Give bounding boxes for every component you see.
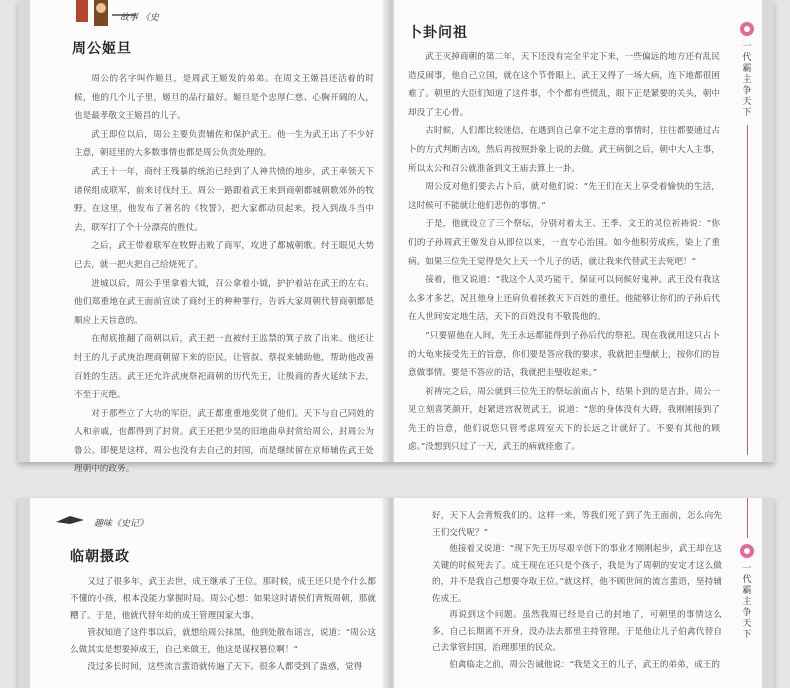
- paragraph: 古时候，人们都比较迷信，在遇到自己拿不定主意的事情时，往往都要通过占卜的方式判断吉凶，然后再按照卦象上说的去做。武王病倒之后，朝中大人主事，所以太公和召公就准备到文王庙去算上一卦。: [408, 126, 720, 174]
- paragraph: 武王即位以后，周公主要负责辅佐和保护武王。他一生为武王出了不少好主意，朝廷里的大多数事情也都是周公负责处理的。: [74, 129, 374, 159]
- chapter-body: [74, 70, 374, 479]
- side-divider: [747, 125, 748, 455]
- chapter-title: 周公姬旦: [72, 41, 132, 57]
- paragraph: 进城以后，周公手里拿着大钺，召公拿着小钺，护护着站在武王的左右。他们郑重地在武王面前宣读了商纣王的种种罪行，告诉大家周朝代替商朝都是顺应上天旨意的。: [74, 278, 374, 326]
- paragraph: 再说到这个问题。虽然我周已经是自己的封地了，可朝里的事情这么多，自己长期离不开身，没办法去那里主持管理。于是他让儿子伯禽代替自己去掌管封国，治理那里的民众。: [432, 610, 722, 653]
- paragraph: 又过了很多年，武王去世，成王继承了王位。那时候，成王还只是个什么都不懂的小孩，根本没能力掌握时局。周公心想：如果这时诸侯们背叛周朝，那就糟了。于是，他就代替年幼的成王管理国家大事。: [70, 577, 376, 621]
- chapter-title: 卜卦问祖: [408, 25, 468, 41]
- bottom-right-page: [394, 498, 762, 688]
- page-header: 故事 《史: [120, 13, 159, 23]
- paragraph: 祈祷完之后，周公就到三位先王的祭坛前面占卜，结果卜到的是吉卦。周公一见立刻喜笑颜开，赶紧进宫祝贺武王，说道：“您的身体没有大碍，我刚刚接到了先王的旨意，他们说您只管考虑周室天下的长远之计就好了。不要有其他的顾虑。”没想到只过了一天，武王的病就痊愈了。: [408, 386, 720, 453]
- flower-icon: [738, 542, 756, 560]
- bottom-left-page: [30, 498, 388, 688]
- paragraph: 武王灭掉商朝的第二年，天下还没有完全平定下来，一些偏远的地方还有乱民造反闹事，他自己立国，就在这个节骨眼上，武王又得了一场大病，连下地都很困难了。朝里的大臣们知道了这件事，个个都有些慌乱，眼下正是紧要的关头，朝中却没了主心骨。: [408, 52, 720, 118]
- paragraph: 管叔知道了这件事以后，就想给周公抹黑，他到处散布谣言，说道：“周公这么做其实是想要掉成王，自己来做王，他这是谋权篡位啊！”: [70, 628, 376, 655]
- chapter-title: 临朝摄政: [70, 549, 130, 565]
- paragraph: 对于那些立了大功的军臣，武王都重重地奖赏了他们。天下与自己同姓的人和亲戚，也都得到了封赏。武王还把少昊的旧地曲阜封赏给周公，封周公为鲁公。即便是这样，周公也没有去自己的封国，而是继续留在京师辅佐武王处理朝中的政务。: [74, 408, 374, 475]
- flower-icon: [738, 20, 756, 38]
- chapter-body: [408, 48, 720, 457]
- top-right-page: [394, 0, 762, 462]
- side-chapter-tab: 一代霸主争天下: [742, 42, 752, 118]
- paragraph: 武王十一年，商纣王残暴的统治已经到了人神共愤的地步，武王率领天下诸侯组成联军，前来讨伐纣王。周公一路跟着武王来到商朝都城朝歌郊外的牧野。在这里，他发布了著名的《牧誓》，把大家都动员起来，投入到战斗当中去，联军打了个十分漂亮的胜仗。: [74, 166, 374, 233]
- bottom-book-spread: [18, 498, 774, 688]
- paragraph: 他接着又说道：“现下先王历尽艰辛创下的事业才刚刚起步，武王却在这关键的时候死去了。成王现在还只是个孩子，我是为了周朝的安定才这么做的，并不是我自己想要夺取王位。”就这样，他不顾世间的流言蜚语，坚持辅佐成王。: [432, 544, 722, 604]
- paragraph: 周公的名字叫作姬旦，是周武王姬发的弟弟。在周文王姬昌还活着的时候，他的几个儿子里，姬旦的品行最好。姬旦是个忠厚仁慈、心胸开阔的人，也是最孝敬文王姬昌的儿子。: [74, 74, 374, 122]
- paragraph: 周公反对他们要去占卜后，就对他们说：“先王们在天上享受着愉快的生活，这时候可不能就让他们悲伤的事情。”: [408, 182, 720, 211]
- paragraph: “只要留他在人间，先王永远都能得到子孙后代的祭祀。现在我就用这只占卜的大龟来接受先王的旨意，你们要是答应我的要求，我就把圭璧献上，按你们的旨意做事情。要是不答应的话，我就把圭璧收起来。”: [408, 330, 720, 379]
- paragraph: 接着，他又说道：“我这个人灵巧能干，保证可以伺候好鬼神。武王没有我这么多才多艺，况且他身上还肩负着拯救天下百姓的重任。他能够让你们的子孙后代在人世间安定地生活，天下的百姓没有不敬畏他的。: [408, 275, 720, 323]
- top-book-spread: [18, 0, 774, 475]
- paragraph: 之后，武王带着联军在牧野击败了商军，攻进了都城朝歌。纣王眼见大势已去，就一把火把自己给烧死了。: [74, 241, 374, 270]
- paragraph: 伯禽临走之前，周公告诫他说：“我是文王的儿子，武王的弟弟，成王的: [449, 659, 720, 670]
- side-divider: [747, 498, 748, 538]
- chapter-body: [70, 574, 376, 676]
- paragraph: 没过多长时间，这些流言蜚语就传遍了天下。很多人都受到了蛊惑，觉得: [87, 662, 363, 672]
- page-header: 趣味《史记》: [94, 519, 149, 529]
- paragraph: 于是，他就设立了三个祭坛，分别对着太王、王季、文王的灵位祈祷说：“你们的子孙周武王姬发自从即位以来，一直专心治国。如今他积劳成疾，染上了重病。如果三位先王觉得是欠上天一个儿子的话，就让我来代替武王去死吧！”: [408, 219, 720, 267]
- chapter-body: [432, 508, 722, 673]
- swallow-icon: [56, 514, 86, 528]
- side-chapter-tab: 一代霸主争天下: [742, 564, 752, 640]
- paragraph: 在彻底推翻了商朝以后，武王把一直被纣王监禁的箕子放了出来。他还让纣王的儿子武庚治理商朝留下来的臣民，让管叔、蔡叔来辅助他，帮助他改善百姓的生活。武王还允许武庚祭祀商朝的历代先王，让殷商的香火延续下去，不至于灭绝。: [74, 334, 374, 401]
- top-left-page: [30, 0, 388, 475]
- paragraph: 好，天下人会背叛我们的。这样一来，等我们死了到了先王面前，怎么向先王们交代呢？”: [432, 511, 722, 538]
